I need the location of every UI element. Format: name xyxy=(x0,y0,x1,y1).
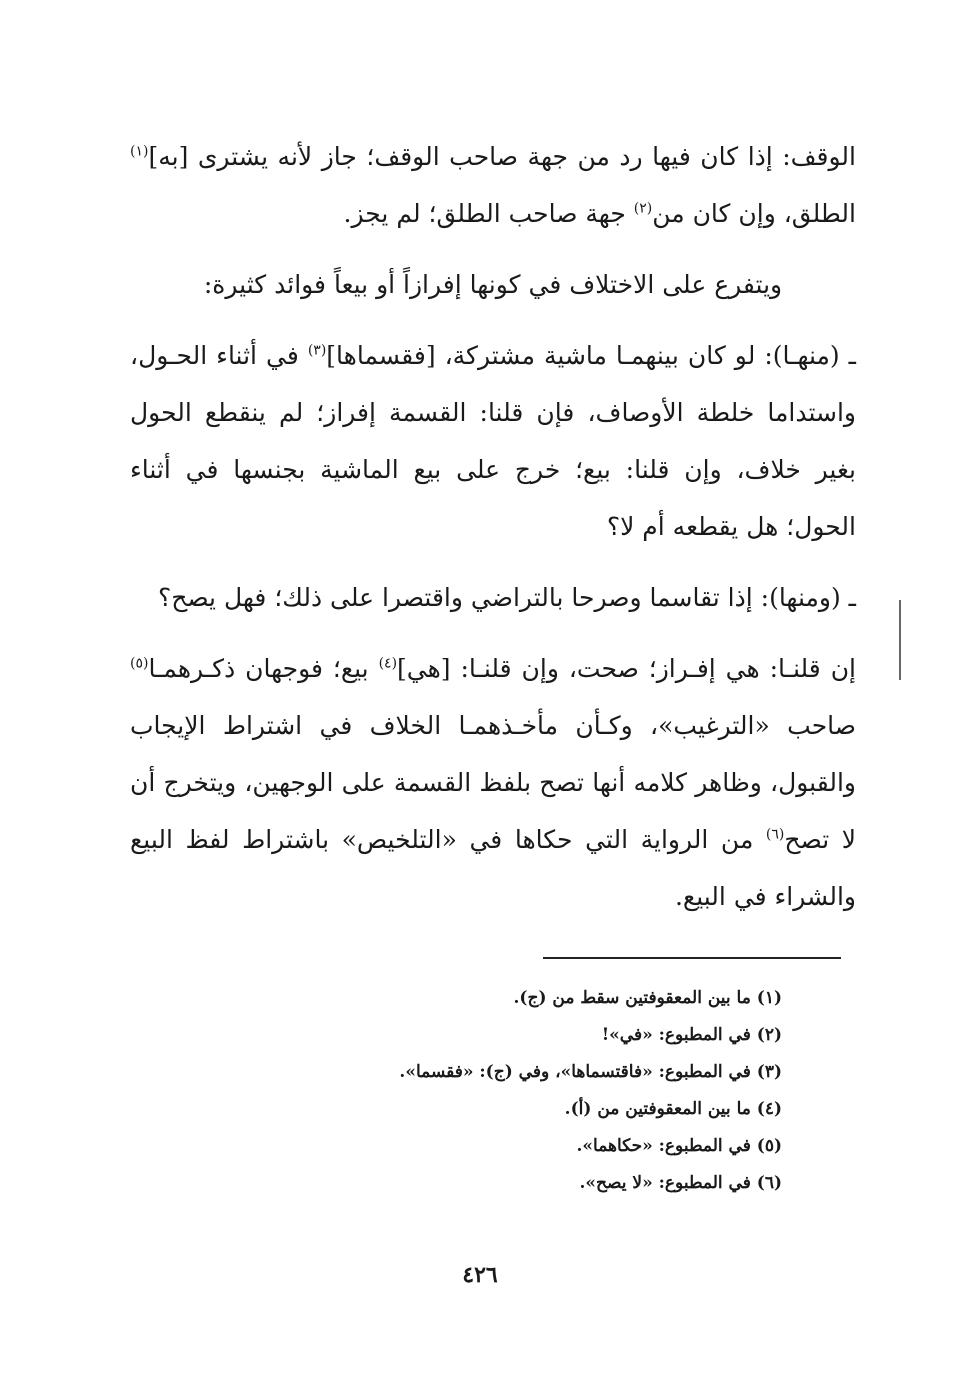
footnote-1: (١) ما بين المعقوفتين سقط من (ج). xyxy=(513,988,782,1008)
paragraph-minha-1 xyxy=(130,327,856,555)
paragraph-intro: ويتفرع على الاختلاف في كونها إفرازاً أو بيعاً فوائد كثيرة: xyxy=(203,270,783,299)
text-run: بيع؛ فوجهان ذكـرهمـا xyxy=(148,654,379,683)
text-run: الوقف: إذا كان فيها رد من جهة صاحب الوقف؛ جاز لأنه يشترى [به] xyxy=(148,142,856,171)
footnote-6: (٦) في المطبوع: «لا يصح». xyxy=(579,1173,782,1193)
footnote-2: (٢) في المطبوع: «في»! xyxy=(601,1025,782,1045)
footnote-3: (٣) في المطبوع: «فاقتسماها»، وفي (ج): «فقسما». xyxy=(399,1062,782,1082)
paragraph-minha-2: ـ (ومنها): إذا تقاسما وصرحا بالتراضي واقتصرا على ذلك؛ فهل يصح؟ xyxy=(157,583,856,612)
footnote-ref-4: (٤) xyxy=(378,655,398,672)
footnote-ref-2: (٢) xyxy=(633,200,653,217)
footnote-separator xyxy=(543,957,841,959)
text-run: إن قلنـا: هي إفـراز؛ صحت، وإن قلنـا: [هي] xyxy=(397,654,856,683)
footnote-5: (٥) في المطبوع: «حكاهما». xyxy=(576,1136,782,1156)
page-number: ٤٢٦ xyxy=(462,1262,498,1288)
footnotes xyxy=(300,980,782,1202)
paragraph-conclusion xyxy=(130,640,856,925)
text-run: من الرواية التي حكاها في «التلخيص» باشتراط لفظ البيع والشراء في البيع. xyxy=(130,825,856,911)
text-run: جهة صاحب الطلق؛ لم يجز. xyxy=(343,199,634,228)
footnote-ref-6: (٦) xyxy=(765,826,785,843)
text-run: في أثناء الحـول، واستداما خلطة الأوصاف، فإن قلنا: القسمة إفراز؛ لم ينقطع الحول بغير خلاف، وإن قلنا: بيع؛ خرج على بيع الماشية بجنسها في أثناء الحول؛ هل يقطعه أم لا؟ xyxy=(130,341,856,541)
main-text xyxy=(130,128,856,939)
text-run: صاحب «الترغيب»، وكـأن مأخـذهمـا الخلاف في اشتراط الإيجاب والقبول، وظاهر كلامه أنها تصح بلفظ القسمة على الوجهين، ويتخرج أن لا تصح xyxy=(130,711,856,854)
margin-line xyxy=(899,600,901,680)
text-run: ـ (منهـا): لو كان بينهمـا ماشية مشتركة، [فقسماها] xyxy=(326,341,856,370)
footnote-ref-1: (١) xyxy=(130,143,149,160)
footnote-4: (٤) ما بين المعقوفتين من (أ). xyxy=(564,1099,782,1119)
footnote-ref-5: (٥) xyxy=(130,655,149,672)
paragraph-waqf xyxy=(130,128,856,242)
footnote-ref-3: (٣) xyxy=(307,342,327,359)
text-run: الطلق، وإن كان من xyxy=(652,199,856,228)
